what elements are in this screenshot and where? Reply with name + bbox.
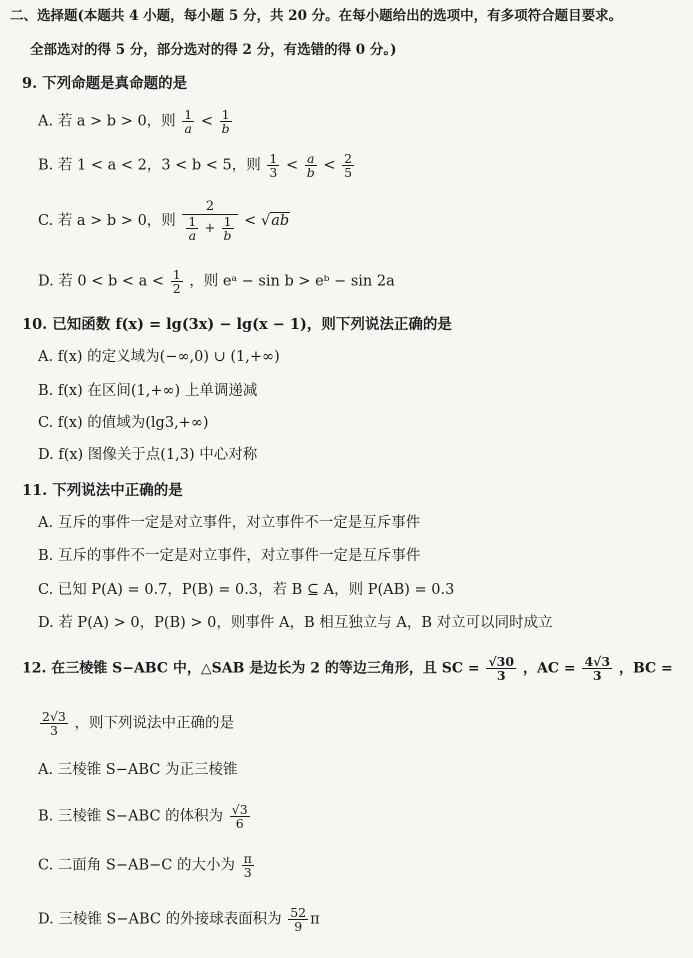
q12-option-c — [38, 852, 256, 879]
q9-b-op1: < — [285, 157, 299, 174]
q9-b-frac3: $\frac{2}{5}$ — [344, 151, 353, 181]
q12-b-frac: $\frac{√3}{6}$ — [231, 802, 248, 832]
q9-a-text: A. 若 a > b > 0，则 — [38, 113, 176, 130]
q9-c-sqrt: √ab — [260, 212, 290, 229]
q9-c-op: < — [244, 212, 257, 229]
section-header-line2: 全部选对的得 5 分，部分选对的得 2 分，有选错的得 0 分。) — [30, 42, 397, 58]
q12-d-text: D. 三棱锥 S−ABC 的外接球表面积为 — [38, 911, 282, 928]
q9-b-op2: < — [323, 157, 336, 174]
q12-stem-line1 — [22, 655, 673, 682]
q10-option-a: A. f(x) 的定义域为(−∞,0) ∪ (1,+∞) — [38, 349, 280, 365]
q12-d-frac: $\frac{52}{9}$ — [290, 905, 307, 935]
q10-stem: 10. 已知函数 f(x) = lg(3x) − lg(x − 1)，则下列说法正确的是 — [22, 316, 452, 333]
q12-bc-frac: $\frac{2√3}{3}$ — [42, 709, 66, 739]
q9-option-d — [38, 268, 395, 295]
q9-option-c — [38, 200, 290, 242]
q12-option-b — [38, 803, 252, 830]
q9-b-text: B. 若 1 < a < 2，3 < b < 5，则 — [38, 157, 261, 174]
q12-bc-label: ，BC = — [618, 660, 673, 677]
q12-stem-suffix: ，则下列说法中正确的是 — [74, 715, 234, 732]
section-header-line1: 二、选择题(本题共 4 小题，每小题 5 分，共 20 分。在每小题给出的选项中，有多项符合题目要求。 — [10, 8, 623, 24]
q9-b-frac1: $\frac{1}{3}$ — [269, 151, 278, 181]
q9-a-op: < — [200, 113, 214, 130]
q12-option-a: A. 三棱锥 S−ABC 为正三棱锥 — [38, 762, 238, 778]
q12-d-pi: π — [310, 911, 320, 928]
q10-option-d: D. f(x) 图像关于点(1,3) 中心对称 — [38, 447, 258, 463]
q9-option-a — [38, 108, 234, 135]
q9-a-frac2: $\frac{1}{b}$ — [221, 107, 230, 137]
q9-d-suffix: ，则 eᵃ − sin b > eᵇ − sin 2a — [189, 273, 395, 290]
q9-d-frac: $\frac{1}{2}$ — [172, 267, 181, 297]
q11-option-a: A. 互斥的事件一定是对立事件，对立事件不一定是互斥事件 — [38, 515, 421, 531]
q12-option-d — [38, 906, 320, 933]
q12-stem-text: 12. 在三棱锥 S−ABC 中，△SAB 是边长为 2 的等边三角形，且 SC = — [22, 660, 480, 677]
q11-option-d: D. 若 P(A) > 0，P(B) > 0，则事件 A，B 相互独立与 A，B 对立可以同时成立 — [38, 615, 553, 631]
q12-ac-frac: $\frac{4√3}{3}$ — [584, 654, 611, 684]
q9-option-b — [38, 152, 356, 179]
q12-c-text: C. 二面角 S−AB−C 的大小为 — [38, 857, 235, 874]
q9-a-frac1: $\frac{1}{a}$ — [184, 107, 193, 137]
q12-b-text: B. 三棱锥 S−ABC 的体积为 — [38, 808, 224, 825]
q10-option-c: C. f(x) 的值域为(lg3,+∞) — [38, 415, 209, 431]
q10-option-b: B. f(x) 在区间(1,+∞) 上单调递减 — [38, 383, 258, 399]
q12-c-frac: $\frac{\pi}{3}$ — [243, 851, 252, 881]
q12-stem-line2 — [38, 710, 234, 737]
q12-ac-label: ，AC = — [522, 660, 576, 677]
q9-d-text: D. 若 0 < b < a < — [38, 273, 165, 290]
q9-c-text: C. 若 a > b > 0，则 — [38, 212, 176, 229]
q9-c-compound-frac: 2 $\frac{1}{a}$ + $\frac{1}{b}$ — [182, 200, 237, 242]
q11-stem: 11. 下列说法中正确的是 — [22, 482, 183, 499]
q11-option-c: C. 已知 P(A) = 0.7，P(B) = 0.3，若 B ⊆ A，则 P(AB) = 0.3 — [38, 582, 455, 598]
q11-option-b: B. 互斥的事件不一定是对立事件，对立事件一定是互斥事件 — [38, 548, 421, 564]
q9-stem: 9. 下列命题是真命题的是 — [22, 75, 188, 92]
q12-sc-frac: $\frac{√30}{3}$ — [488, 654, 515, 684]
q9-b-frac2: $\frac{a}{b}$ — [306, 151, 315, 181]
